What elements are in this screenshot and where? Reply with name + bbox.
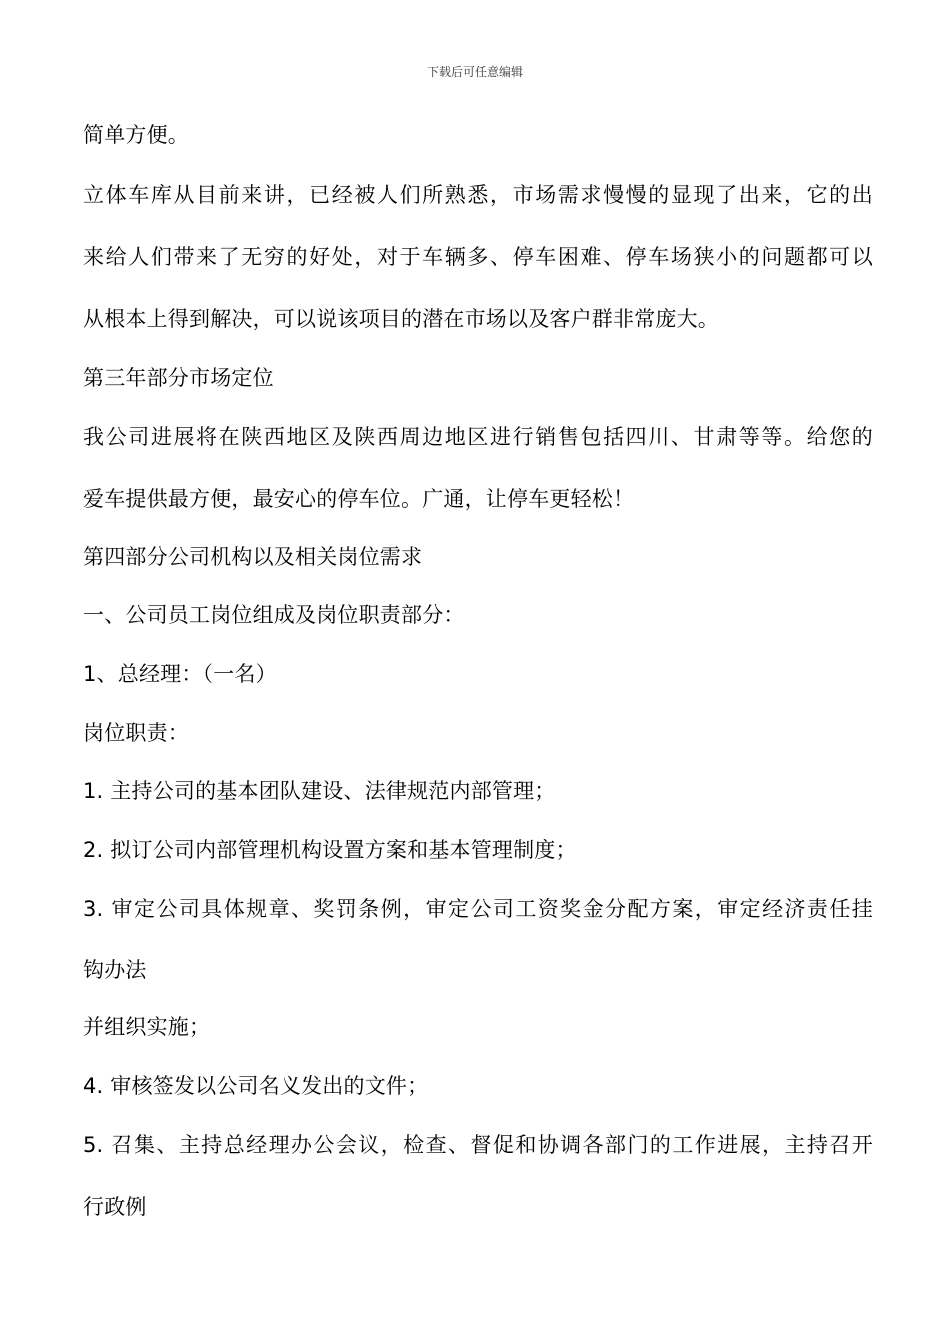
section-heading: 第四部分公司机构以及相关岗位需求 <box>83 545 423 569</box>
list-item: 2. 拟订公司内部管理机构设置方案和基本管理制度； <box>83 838 577 862</box>
list-label: 岗位职责： <box>83 721 189 745</box>
paragraph-line: 从根本上得到解决，可以说该项目的潜在市场以及客户群非常庞大。 <box>83 307 719 331</box>
section-heading: 第三年部分市场定位 <box>83 366 274 390</box>
list-item-continuation: 钩办法 <box>83 958 147 982</box>
list-item: 1、总经理：（一名） <box>83 662 277 686</box>
page-header-note: 下载后可任意编辑 <box>426 65 523 79</box>
list-item: 1. 主持公司的基本团队建设、法律规范内部管理； <box>83 779 556 803</box>
list-item: 4. 审核签发以公司名义发出的文件； <box>83 1074 429 1098</box>
paragraph-line: 来给人们带来了无穷的好处，对于车辆多、停车困难、停车场狭小的问题都可以 <box>83 245 873 269</box>
list-item-continuation: 并组织实施； <box>83 1015 211 1039</box>
paragraph-line: 爱车提供最方便，最安心的停车位。广通，让停车更轻松！ <box>83 487 635 511</box>
paragraph-line: 简单方便。 <box>83 123 189 147</box>
paragraph-line: 我公司进展将在陕西地区及陕西周边地区进行销售包括四川、甘肃等等。给您的 <box>83 425 873 449</box>
subsection-heading: 一、公司员工岗位组成及岗位职责部分： <box>83 603 465 627</box>
list-item-continuation: 行政例 <box>83 1195 147 1219</box>
paragraph-line: 立体车库从目前来讲，已经被人们所熟悉，市场需求慢慢的显现了出来，它的出 <box>83 183 873 207</box>
list-item: 5. 召集、主持总经理办公会议，检查、督促和协调各部门的工作进展，主持召开 <box>83 1133 873 1157</box>
list-item: 3. 审定公司具体规章、奖罚条例，审定公司工资奖金分配方案，审定经济责任挂 <box>83 897 873 921</box>
